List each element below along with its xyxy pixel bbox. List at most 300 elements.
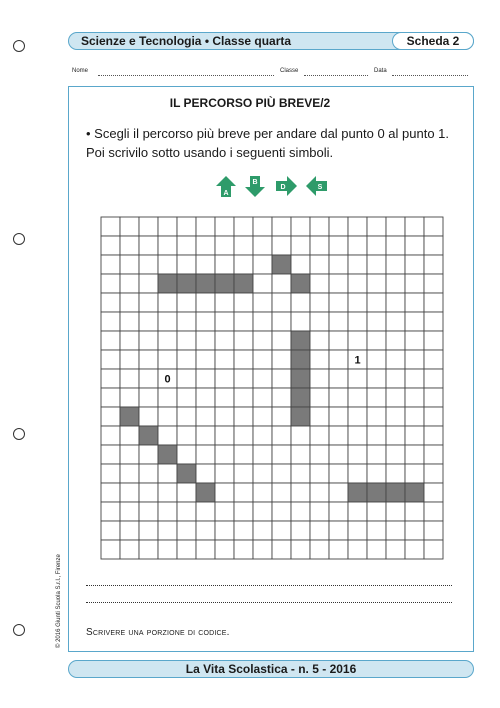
grid-cell [120, 331, 139, 350]
grid-cell [386, 293, 405, 312]
grid-cell [348, 521, 367, 540]
grid-cell-blocked [367, 483, 386, 502]
grid-cell [101, 350, 120, 369]
grid-cell-blocked [234, 274, 253, 293]
grid-cell [139, 236, 158, 255]
grid-cell [196, 426, 215, 445]
grid-cell [101, 236, 120, 255]
grid-cell [101, 445, 120, 464]
grid-cell [215, 350, 234, 369]
grid-cell [348, 312, 367, 331]
grid-cell [196, 540, 215, 559]
grid-cell [310, 369, 329, 388]
grid-cell [158, 350, 177, 369]
grid-cell [196, 445, 215, 464]
grid-cell [291, 236, 310, 255]
nome-label: Nome [72, 68, 89, 74]
grid-cell [158, 217, 177, 236]
grid-cell [120, 426, 139, 445]
grid-cell [215, 312, 234, 331]
grid-cell [367, 312, 386, 331]
grid-cell [329, 331, 348, 350]
grid-cell [424, 445, 443, 464]
grid-cell [424, 502, 443, 521]
grid-cell [329, 464, 348, 483]
grid-cell [348, 274, 367, 293]
grid-cell [310, 274, 329, 293]
grid-cell [405, 426, 424, 445]
nome-field[interactable] [98, 75, 274, 76]
grid-cell [272, 445, 291, 464]
grid-cell [139, 274, 158, 293]
grid-cell [253, 331, 272, 350]
grid-cell [310, 293, 329, 312]
grid-cell [101, 464, 120, 483]
grid-cell [253, 483, 272, 502]
grid-cell [348, 369, 367, 388]
grid-cell [367, 293, 386, 312]
grid-cell [120, 540, 139, 559]
grid-cell [348, 426, 367, 445]
data-label: Data [374, 68, 387, 74]
grid-cell [120, 255, 139, 274]
grid-cell [215, 293, 234, 312]
grid-cell [291, 312, 310, 331]
grid-cell [348, 293, 367, 312]
grid-cell [405, 331, 424, 350]
grid-cell [424, 350, 443, 369]
grid-cell [310, 312, 329, 331]
grid-cell [139, 464, 158, 483]
grid-cell [234, 388, 253, 407]
grid-cell [291, 293, 310, 312]
grid-cell [386, 312, 405, 331]
grid-cell [424, 483, 443, 502]
grid-cell [424, 293, 443, 312]
grid-cell [424, 369, 443, 388]
grid-cell [101, 331, 120, 350]
grid-cell-blocked [120, 407, 139, 426]
grid-cell [139, 331, 158, 350]
grid-cell [139, 445, 158, 464]
grid-cell [253, 388, 272, 407]
grid-cell [291, 255, 310, 274]
grid-cell [139, 521, 158, 540]
grid-cell [386, 217, 405, 236]
grid-cell [348, 217, 367, 236]
grid-cell [253, 540, 272, 559]
data-field[interactable] [392, 75, 468, 76]
grid-cell-blocked [158, 445, 177, 464]
grid-cell [177, 426, 196, 445]
grid-cell [310, 255, 329, 274]
grid-cell [215, 407, 234, 426]
grid-cell [424, 331, 443, 350]
grid-cell [310, 331, 329, 350]
grid-cell [139, 350, 158, 369]
grid-cell [272, 464, 291, 483]
grid-cell [272, 236, 291, 255]
grid-cell-blocked [348, 483, 367, 502]
grid-cell-blocked [386, 483, 405, 502]
grid-cell [120, 312, 139, 331]
grid-cell [139, 540, 158, 559]
header-bar [68, 32, 474, 50]
grid-cell [291, 540, 310, 559]
grid-cell [310, 483, 329, 502]
grid-cell [272, 312, 291, 331]
grid-cell [253, 407, 272, 426]
grid-cell [101, 426, 120, 445]
grid-cell-blocked [291, 331, 310, 350]
grid-cell [158, 464, 177, 483]
grid-cell [367, 521, 386, 540]
grid-cell [215, 540, 234, 559]
grid-cell [101, 483, 120, 502]
grid-cell-blocked [272, 255, 291, 274]
symbol-letter-a: A [223, 190, 229, 197]
grid-cell [234, 312, 253, 331]
grid-cell [405, 312, 424, 331]
grid-cell [310, 426, 329, 445]
grid-cell [158, 521, 177, 540]
grid-cell [291, 464, 310, 483]
grid-cell [196, 217, 215, 236]
grid-cell [215, 426, 234, 445]
grid-cell [291, 502, 310, 521]
grid-cell [405, 407, 424, 426]
grid-cell [310, 388, 329, 407]
grid-cell [291, 521, 310, 540]
grid-cell-blocked [291, 350, 310, 369]
grid-cell [253, 236, 272, 255]
grid-cell [348, 255, 367, 274]
grid-cell [101, 274, 120, 293]
grid-cell [139, 388, 158, 407]
grid-cell [177, 293, 196, 312]
grid-cell [234, 293, 253, 312]
grid-cell-blocked [291, 369, 310, 388]
grid-cell [386, 502, 405, 521]
grid-cell [386, 540, 405, 559]
grid-cell [386, 445, 405, 464]
symbol-letter-b: B [252, 179, 258, 186]
grid-cell-blocked [405, 483, 424, 502]
grid-cell [234, 407, 253, 426]
grid-cell [215, 483, 234, 502]
grid-cell [348, 540, 367, 559]
grid-cell [253, 464, 272, 483]
grid-cell [234, 445, 253, 464]
grid-cell [139, 502, 158, 521]
grid-cell [386, 350, 405, 369]
footnote: Scrivere una porzione di codice. [86, 627, 230, 638]
grid-cell [253, 274, 272, 293]
grid-cell [272, 540, 291, 559]
grid-cell [367, 502, 386, 521]
arrow-up-icon [216, 176, 236, 197]
grid-cell [158, 293, 177, 312]
grid-cell [367, 540, 386, 559]
grid-cell-blocked [291, 274, 310, 293]
grid-cell [234, 483, 253, 502]
grid-cell-blocked [177, 274, 196, 293]
grid-cell [348, 502, 367, 521]
grid-cell [272, 369, 291, 388]
grid-cell [367, 350, 386, 369]
grid-cell [348, 331, 367, 350]
grid-cell [215, 502, 234, 521]
grid-cell [234, 331, 253, 350]
grid-cell [310, 464, 329, 483]
grid-cell [291, 445, 310, 464]
grid-cell [177, 331, 196, 350]
grid-cell [120, 350, 139, 369]
grid-cell [101, 255, 120, 274]
grid-cell [329, 502, 348, 521]
direction-symbols [212, 175, 342, 199]
grid-cell [234, 521, 253, 540]
binder-hole [13, 624, 25, 636]
grid-cell [158, 331, 177, 350]
grid-cell [424, 426, 443, 445]
grid-cell [386, 388, 405, 407]
grid-cell [348, 236, 367, 255]
grid-cell [177, 255, 196, 274]
footer-bar: La Vita Scolastica - n. 5 - 2016 [68, 660, 474, 678]
grid-cell [405, 255, 424, 274]
grid-cell [329, 274, 348, 293]
grid-cell [177, 407, 196, 426]
grid-cell [120, 388, 139, 407]
grid-cell-blocked [215, 274, 234, 293]
grid-cell [424, 274, 443, 293]
grid-cell [329, 312, 348, 331]
grid-cell-blocked [177, 464, 196, 483]
grid-cell [177, 445, 196, 464]
grid-cell [101, 540, 120, 559]
grid-cell [139, 369, 158, 388]
grid-cell [196, 502, 215, 521]
grid-cell [329, 388, 348, 407]
grid-cell [310, 445, 329, 464]
grid-cell [158, 312, 177, 331]
grid-cell [139, 293, 158, 312]
grid-cell [215, 388, 234, 407]
grid-cell [310, 407, 329, 426]
instruction-text: • Scegli il percorso più breve per andare dal punto 0 al punto 1. Poi scrivilo sotto usando i seguenti simboli. [86, 126, 450, 160]
grid-cell [386, 331, 405, 350]
grid-cell [405, 540, 424, 559]
answer-line[interactable] [86, 602, 452, 603]
answer-line[interactable] [86, 585, 452, 586]
grid-cell [424, 464, 443, 483]
grid-cell [348, 464, 367, 483]
grid-cell [253, 369, 272, 388]
grid-cell [405, 445, 424, 464]
grid-cell [424, 388, 443, 407]
arrow-left-icon [306, 176, 327, 196]
grid-cell [310, 502, 329, 521]
grid-cell [386, 521, 405, 540]
grid-cell [310, 350, 329, 369]
grid-cell [386, 464, 405, 483]
grid-cell [310, 217, 329, 236]
grid-cell [120, 369, 139, 388]
grid-cell-blocked [196, 483, 215, 502]
student-fields [72, 66, 472, 78]
grid-cell [272, 483, 291, 502]
grid-cell [158, 426, 177, 445]
arrow-right-icon [276, 176, 297, 196]
grid-cell [177, 502, 196, 521]
grid-cell [405, 502, 424, 521]
grid-cell [253, 255, 272, 274]
binder-hole [13, 428, 25, 440]
grid-cell [177, 388, 196, 407]
grid-cell [196, 236, 215, 255]
grid-cell [215, 445, 234, 464]
grid-cell [196, 407, 215, 426]
grid-cell [234, 217, 253, 236]
grid-cell [101, 217, 120, 236]
grid-cell [386, 255, 405, 274]
grid-cell [329, 350, 348, 369]
grid-cell [272, 388, 291, 407]
grid-cell [158, 407, 177, 426]
grid-cell [329, 236, 348, 255]
point-1-marker: 1 [354, 354, 361, 367]
grid-cell [253, 217, 272, 236]
grid-cell [329, 369, 348, 388]
grid-cell [253, 502, 272, 521]
grid-cell [329, 293, 348, 312]
grid-cell [291, 426, 310, 445]
grid-cell [272, 407, 291, 426]
grid-cell [367, 426, 386, 445]
grid-cell [272, 274, 291, 293]
grid-cell-blocked [196, 274, 215, 293]
grid-cell [367, 331, 386, 350]
grid-cell [139, 255, 158, 274]
grid-cell [367, 445, 386, 464]
grid-cell [253, 426, 272, 445]
grid-cell [272, 502, 291, 521]
header-title: Scienze e Tecnologia • Classe quarta [81, 34, 292, 48]
grid-cell [158, 388, 177, 407]
copyright-text: © 2016 Giunti Scuola S.r.l., Firenze [56, 554, 62, 648]
grid-cell [253, 521, 272, 540]
arrow-down-icon [245, 176, 265, 197]
binder-hole [13, 233, 25, 245]
grid-cell [234, 502, 253, 521]
grid-cell [120, 464, 139, 483]
grid-cell [424, 521, 443, 540]
grid-cell [196, 388, 215, 407]
grid-cell [234, 464, 253, 483]
grid-cell [329, 540, 348, 559]
grid-cell [120, 445, 139, 464]
worksheet-title: IL PERCORSO PIÙ BREVE/2 [169, 96, 331, 110]
grid-cell [367, 255, 386, 274]
grid-cell [196, 464, 215, 483]
grid-cell [310, 236, 329, 255]
grid-cell [253, 350, 272, 369]
grid-cell [329, 521, 348, 540]
grid-cell [405, 217, 424, 236]
grid-cell [215, 369, 234, 388]
classe-field[interactable] [304, 75, 368, 76]
grid-cell [253, 312, 272, 331]
symbol-letter-s: S [317, 184, 323, 191]
grid-cell [215, 217, 234, 236]
grid-cell [348, 388, 367, 407]
grid-cell [177, 236, 196, 255]
grid-cell [367, 388, 386, 407]
grid-cell [177, 521, 196, 540]
grid-cell [215, 255, 234, 274]
grid-cell [215, 464, 234, 483]
grid-cell [367, 274, 386, 293]
grid-cell [272, 426, 291, 445]
grid-cell [310, 521, 329, 540]
point-0-marker: 0 [164, 373, 171, 386]
grid-cell [405, 464, 424, 483]
grid-cell [405, 521, 424, 540]
scheda-label: Scheda 2 [392, 32, 474, 50]
grid-cell [424, 217, 443, 236]
grid-cell [177, 540, 196, 559]
grid-cell [272, 293, 291, 312]
grid-cell [101, 369, 120, 388]
grid-cell [196, 369, 215, 388]
grid-cell [139, 483, 158, 502]
grid-cell [272, 521, 291, 540]
grid-cell [177, 312, 196, 331]
grid-cell [424, 540, 443, 559]
grid-cell [405, 293, 424, 312]
grid-cell [234, 350, 253, 369]
grid-cell [310, 540, 329, 559]
grid-cell [120, 293, 139, 312]
grid-cell [234, 236, 253, 255]
grid-cell-blocked [291, 388, 310, 407]
grid-cell [196, 521, 215, 540]
grid-cell [158, 236, 177, 255]
grid-cell [158, 255, 177, 274]
grid-cell [329, 426, 348, 445]
grid-cell [234, 540, 253, 559]
grid-cell [291, 483, 310, 502]
grid-cell [348, 445, 367, 464]
grid-cell [272, 217, 291, 236]
grid-cell [120, 274, 139, 293]
grid-cell [234, 255, 253, 274]
grid-cell [424, 255, 443, 274]
grid-cell [253, 293, 272, 312]
grid-cell [329, 255, 348, 274]
grid-cell [386, 274, 405, 293]
grid-cell [424, 312, 443, 331]
grid-cell [329, 445, 348, 464]
grid-cell [215, 521, 234, 540]
grid-cell [101, 502, 120, 521]
symbol-letter-d: D [280, 184, 286, 191]
grid-cell [272, 331, 291, 350]
path-grid [100, 216, 444, 560]
grid-cell [386, 236, 405, 255]
grid-cell [101, 388, 120, 407]
